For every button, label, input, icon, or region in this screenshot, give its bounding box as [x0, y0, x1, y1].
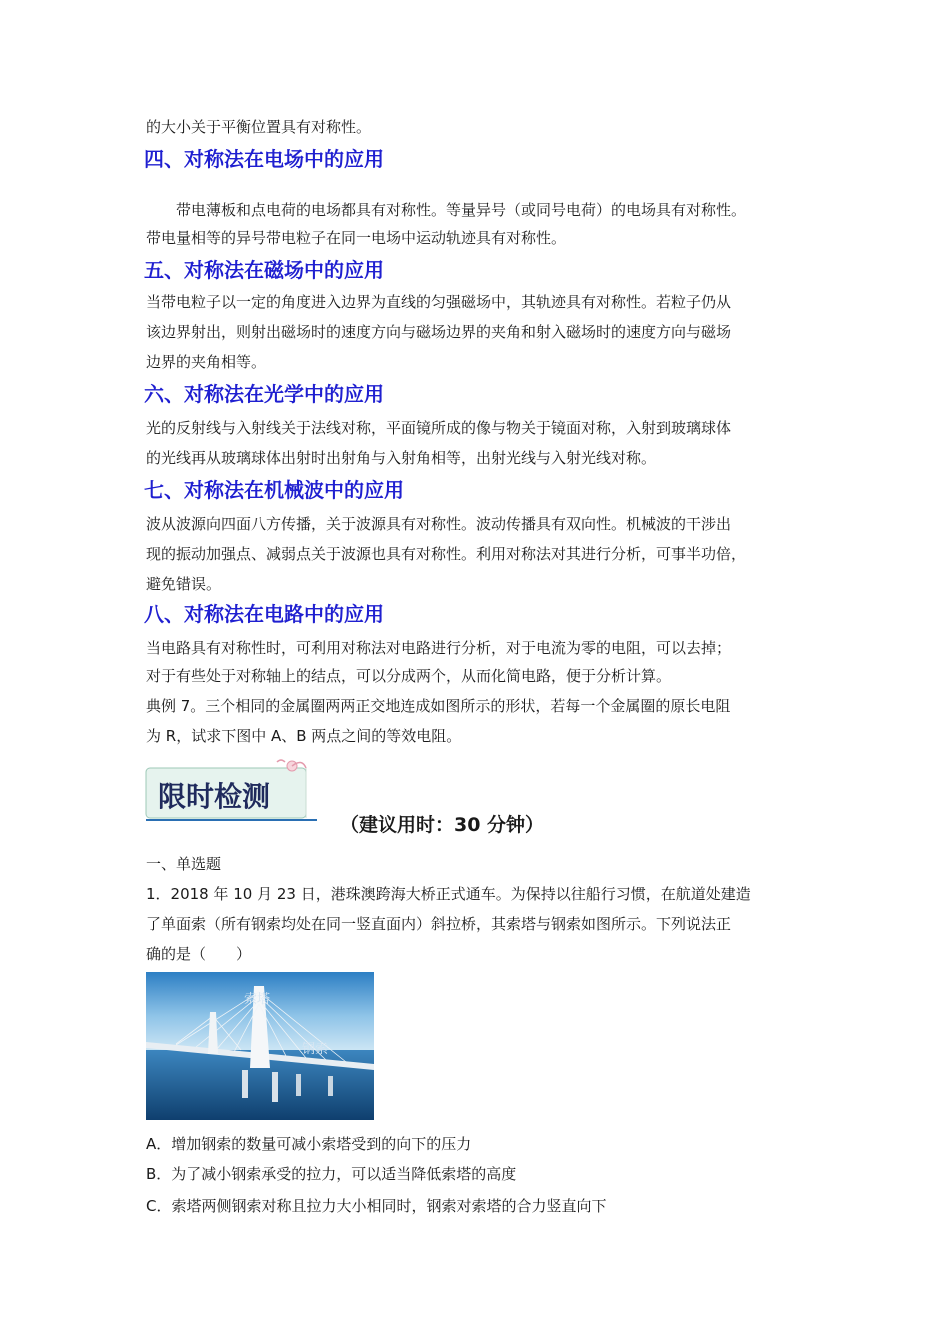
option-b: B．为了减小钢索承受的拉力，可以适当降低索塔的高度 — [146, 1165, 517, 1183]
tower-label: 索塔 — [244, 992, 271, 1007]
section-heading-7: 七、对称法在机械波中的应用 — [144, 478, 404, 502]
text-line: 的大小关于平衡位置具有对称性。 — [146, 118, 372, 136]
text-line: 避免错误。 — [146, 575, 222, 593]
badge-text: 限时检测 — [158, 780, 271, 813]
section-title: 一、单选题 — [146, 855, 222, 873]
section-heading-6: 六、对称法在光学中的应用 — [144, 382, 384, 406]
text-line: 带电薄板和点电荷的电场都具有对称性。等量异号（或同号电荷）的电场具有对称性。 — [176, 201, 747, 219]
text-line: 典例 7。三个相同的金属圈两两正交地连成如图所示的形状，若每一个金属圈的原长电阻 — [146, 697, 731, 715]
timed-test-badge — [142, 758, 322, 824]
question-line: 确的是（ ） — [146, 945, 252, 963]
section-heading-5: 五、对称法在磁场中的应用 — [144, 258, 384, 282]
section-heading-8: 八、对称法在电路中的应用 — [144, 602, 384, 626]
text-line: 边界的夹角相等。 — [146, 353, 267, 371]
text-line: 光的反射线与入射线关于法线对称，平面镜所成的像与物关于镜面对称，入射到玻璃球体 — [146, 419, 732, 437]
text-line: 现的振动加强点、减弱点关于波源也具有对称性。利用对称法对其进行分析，可事半功倍， — [146, 545, 747, 563]
option-c: C．索塔两侧钢索对称且拉力大小相同时，钢索对索塔的合力竖直向下 — [146, 1197, 607, 1215]
text-line: 对于有些处于对称轴上的结点，可以分成两个，从而化简电路，便于分析计算。 — [146, 667, 672, 685]
section-heading-4: 四、对称法在电场中的应用 — [144, 147, 384, 171]
text-line: 带电量相等的异号带电粒子在同一电场中运动轨迹具有对称性。 — [146, 229, 567, 247]
cable-label: 钢索 — [302, 1042, 329, 1057]
question-line: 1．2018 年 10 月 23 日，港珠澳跨海大桥正式通车。为保持以往船行习惯，在航道处建造 — [146, 885, 751, 903]
text-line: 波从波源向四面八方传播，关于波源具有对称性。波动传播具有双向性。机械波的干涉出 — [146, 515, 732, 533]
bridge-figure — [146, 972, 374, 1120]
text-line: 为 R，试求下图中 A、B 两点之间的等效电阻。 — [146, 727, 462, 745]
question-line: 了单面索（所有钢索均处在同一竖直面内）斜拉桥，其索塔与钢索如图所示。下列说法正 — [146, 915, 732, 933]
text-line: 当带电粒子以一定的角度进入边界为直线的匀强磁场中，其轨迹具有对称性。若粒子仍从 — [146, 293, 732, 311]
text-line: 当电路具有对称性时，可利用对称法对电路进行分析，对于电流为零的电阻，可以去掉； — [146, 639, 732, 657]
text-line: 的光线再从玻璃球体出射时出射角与入射角相等，出射光线与入射光线对称。 — [146, 449, 657, 467]
option-a: A．增加钢索的数量可减小索塔受到的向下的压力 — [146, 1135, 472, 1153]
time-note: （建议用时：30 分钟） — [340, 814, 545, 836]
text-line: 该边界射出，则射出磁场时的速度方向与磁场边界的夹角和射入磁场时的速度方向与磁场 — [146, 323, 732, 341]
